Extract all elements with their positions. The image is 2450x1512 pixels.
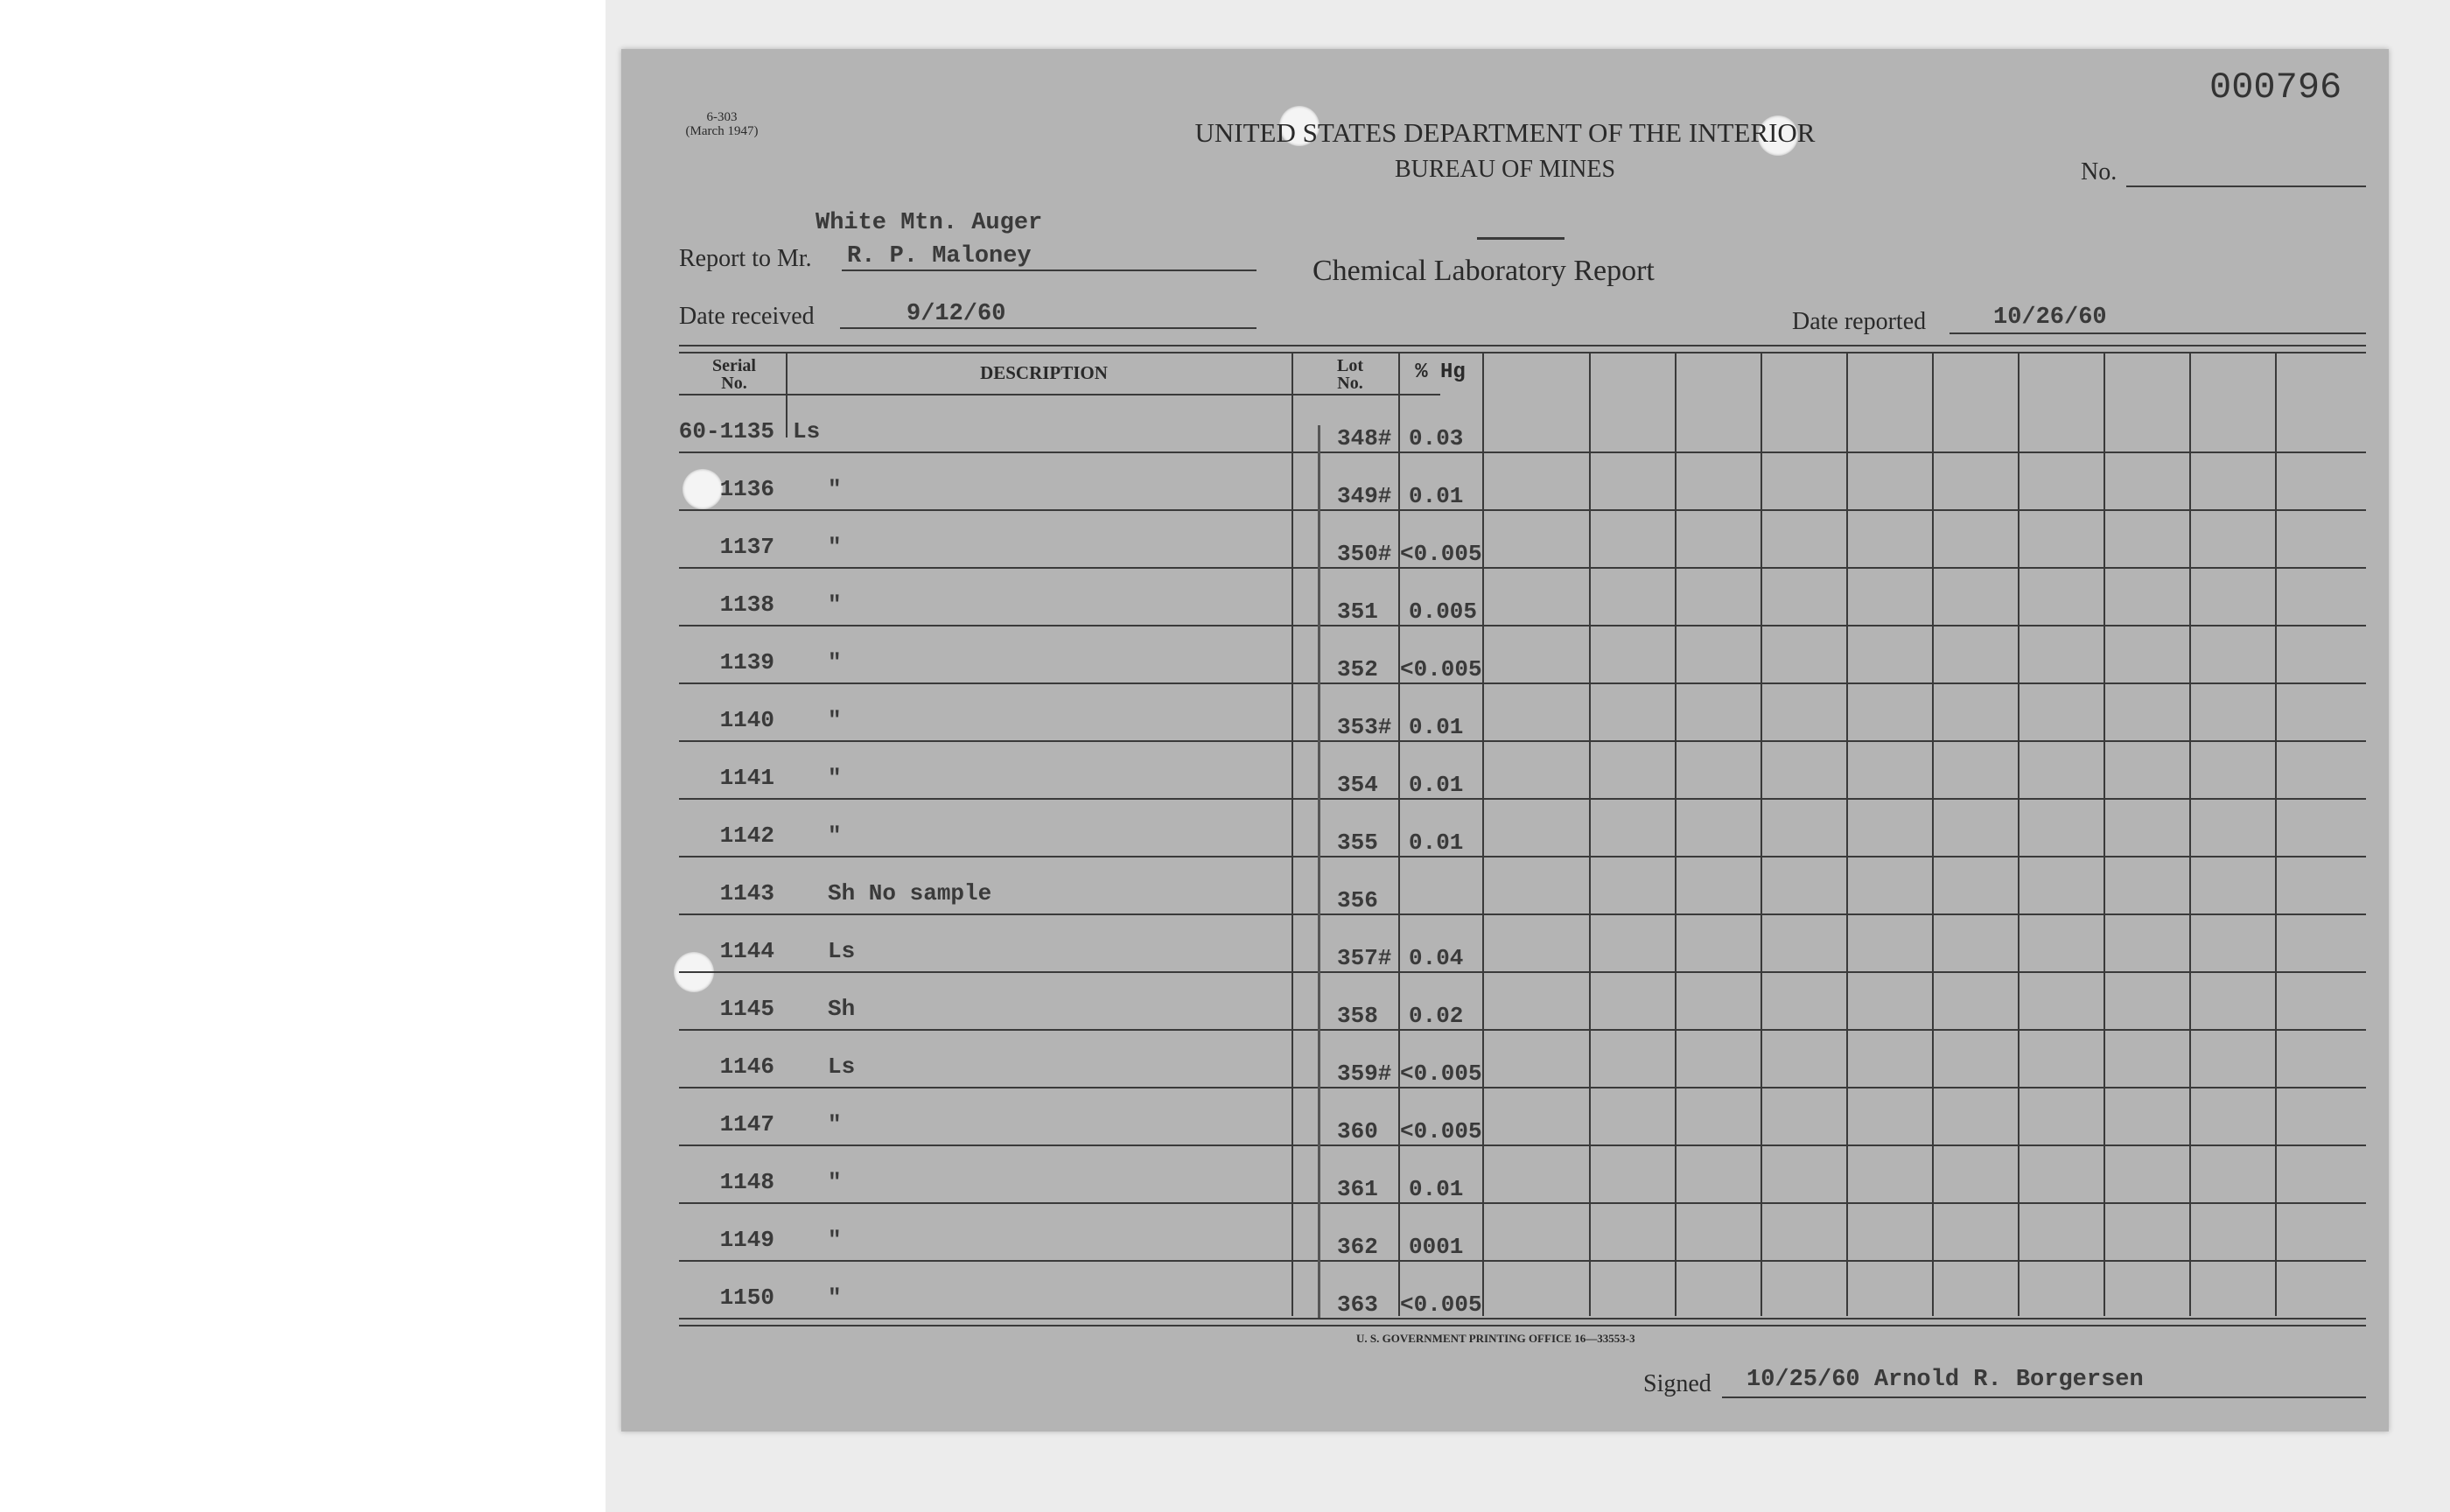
serial-header: Serial No. [712, 356, 756, 393]
date-reported-underline [1950, 332, 2366, 334]
lot-header: Lot No. [1337, 356, 1363, 393]
serial-cell: 1141 [719, 765, 774, 791]
description-cell: " [828, 1284, 842, 1311]
table-top-rule [679, 345, 2366, 346]
table-bottom-rule [679, 1325, 2366, 1326]
lot-cell: 356 [1337, 887, 1378, 914]
date-received-underline [840, 327, 1256, 329]
no-label: No. [2081, 158, 2118, 186]
no-underline [2126, 186, 2366, 187]
lot-cell: 351 [1337, 598, 1378, 625]
lot-cell: 354 [1337, 772, 1378, 798]
serial-cell: 1143 [719, 880, 774, 906]
lot-cell: 363 [1337, 1292, 1378, 1318]
report-to-underline [842, 270, 1256, 271]
description-cell: " [828, 1227, 842, 1253]
column-rule [1760, 354, 1762, 1316]
signature-value: 10/25/60 Arnold R. Borgersen [1746, 1367, 2144, 1393]
serial-cell: 1144 [719, 938, 774, 964]
row-rule [679, 798, 2366, 800]
hg-cell: 0.01 [1409, 714, 1464, 740]
column-rule [1932, 354, 1934, 1316]
description-cell: " [828, 1111, 842, 1138]
row-rule [679, 1202, 2366, 1204]
column-rule [1482, 354, 1484, 1316]
hg-cell: 0001 [1409, 1234, 1464, 1260]
hg-cell: 0.01 [1409, 830, 1464, 856]
hg-cell: 0.03 [1409, 425, 1464, 452]
serial-cell: 1145 [719, 996, 774, 1022]
column-rule [1675, 354, 1676, 1316]
row-rule [679, 682, 2366, 684]
description-header: DESCRIPTION [980, 362, 1108, 383]
lot-cell: 358 [1337, 1003, 1378, 1029]
serial-cell: 1140 [719, 707, 774, 733]
column-rule [1398, 354, 1400, 1316]
department-title: UNITED STATES DEPARTMENT OF THE INTERIOR [1194, 117, 1816, 148]
row-rule [679, 856, 2366, 858]
column-rule [2275, 354, 2277, 1316]
hg-cell: 0.01 [1409, 772, 1464, 798]
column-rule [1846, 354, 1848, 1316]
document-number: 000796 [2209, 66, 2342, 108]
report-to-value: R. P. Maloney [847, 243, 1032, 270]
hg-cell: 0.005 [1409, 598, 1478, 625]
hg-cell: 0.01 [1409, 1176, 1464, 1202]
description-cell: " [828, 707, 842, 733]
serial-cell: 1147 [719, 1111, 774, 1138]
lot-cell: 360 [1337, 1118, 1378, 1144]
header-rule [679, 394, 1440, 396]
description-cell: " [828, 822, 842, 849]
row-rule [679, 567, 2366, 569]
hg-cell: 0.01 [1409, 483, 1464, 509]
row-rule [679, 971, 2366, 973]
serial-cell: 1148 [719, 1169, 774, 1195]
lot-cell: 357# [1337, 945, 1392, 971]
description-cell: " [828, 476, 842, 502]
printing-office-note: U. S. GOVERNMENT PRINTING OFFICE 16—33553-3 [1356, 1332, 1635, 1345]
table-top-rule [679, 352, 2366, 354]
hg-cell: <0.005 [1400, 1060, 1482, 1087]
column-rule [786, 354, 788, 438]
row-rule [679, 625, 2366, 626]
description-cell: Sh No sample [828, 880, 992, 906]
hg-cell: 0.04 [1409, 945, 1464, 971]
column-rule [1292, 354, 1293, 1316]
report-title: Chemical Laboratory Report [1312, 255, 1655, 287]
description-cell: " [828, 765, 842, 791]
description-cell: Ls [828, 1054, 856, 1080]
hg-cell: 0.02 [1409, 1003, 1464, 1029]
form-date: (March 1947) [685, 124, 759, 138]
serial-cell: 1146 [719, 1054, 774, 1080]
serial-cell: 60-1135 [678, 418, 774, 444]
title-divider [1477, 237, 1564, 240]
row-rule [679, 1260, 2366, 1262]
signed-underline [1722, 1396, 2366, 1398]
form-number-block [674, 110, 770, 138]
serial-cell: 1136 [719, 476, 774, 502]
row-rule [679, 1087, 2366, 1088]
table-bottom-rule [679, 1318, 2366, 1320]
description-cell: Sh [828, 996, 856, 1022]
lot-cell: 355 [1337, 830, 1378, 856]
serial-cell: 1138 [719, 592, 774, 618]
hg-cell: <0.005 [1400, 541, 1482, 567]
signed-label: Signed [1643, 1370, 1712, 1397]
row-rule [679, 1144, 2366, 1146]
column-rule [2104, 354, 2105, 1316]
project-note: White Mtn. Auger [816, 210, 1043, 236]
row-rule [679, 452, 2366, 453]
date-reported-value: 10/26/60 [1993, 304, 2107, 331]
description-cell: Ls [828, 938, 856, 964]
form-number: 6-303 [706, 110, 738, 124]
row-rule [679, 740, 2366, 742]
column-rule [2018, 354, 2020, 1316]
description-cell: Ls [793, 418, 821, 444]
column-rule [2189, 354, 2191, 1316]
date-reported-label: Date reported [1792, 308, 1927, 335]
serial-cell: 1150 [719, 1284, 774, 1311]
hg-cell: <0.005 [1400, 1118, 1482, 1144]
row-rule [679, 509, 2366, 511]
hg-header: % Hg [1415, 360, 1466, 384]
lot-cell: 348# [1337, 425, 1392, 452]
lot-cell: 362 [1337, 1234, 1378, 1260]
lot-cell: 353# [1337, 714, 1392, 740]
lot-cell: 352 [1337, 656, 1378, 682]
report-to-label: Report to Mr. [679, 245, 812, 272]
lab-report-form [621, 49, 2389, 1432]
lot-cell: 350# [1337, 541, 1392, 567]
lot-cell: 359# [1337, 1060, 1392, 1087]
date-received-label: Date received [679, 303, 815, 330]
date-received-value: 9/12/60 [906, 301, 1006, 327]
serial-cell: 1149 [719, 1227, 774, 1253]
row-rule [679, 914, 2366, 915]
description-cell: " [828, 592, 842, 618]
column-rule [1589, 354, 1591, 1316]
row-rule [679, 1029, 2366, 1031]
lot-cell: 361 [1337, 1176, 1378, 1202]
serial-cell: 1142 [719, 822, 774, 849]
bracket-mark [1318, 425, 1320, 1318]
hg-cell: <0.005 [1400, 656, 1482, 682]
serial-cell: 1139 [719, 649, 774, 676]
description-cell: " [828, 1169, 842, 1195]
hg-cell: <0.005 [1400, 1292, 1482, 1318]
lot-cell: 349# [1337, 483, 1392, 509]
description-cell: " [828, 534, 842, 560]
serial-cell: 1137 [719, 534, 774, 560]
description-cell: " [828, 649, 842, 676]
bureau-title: BUREAU OF MINES [1394, 156, 1616, 183]
